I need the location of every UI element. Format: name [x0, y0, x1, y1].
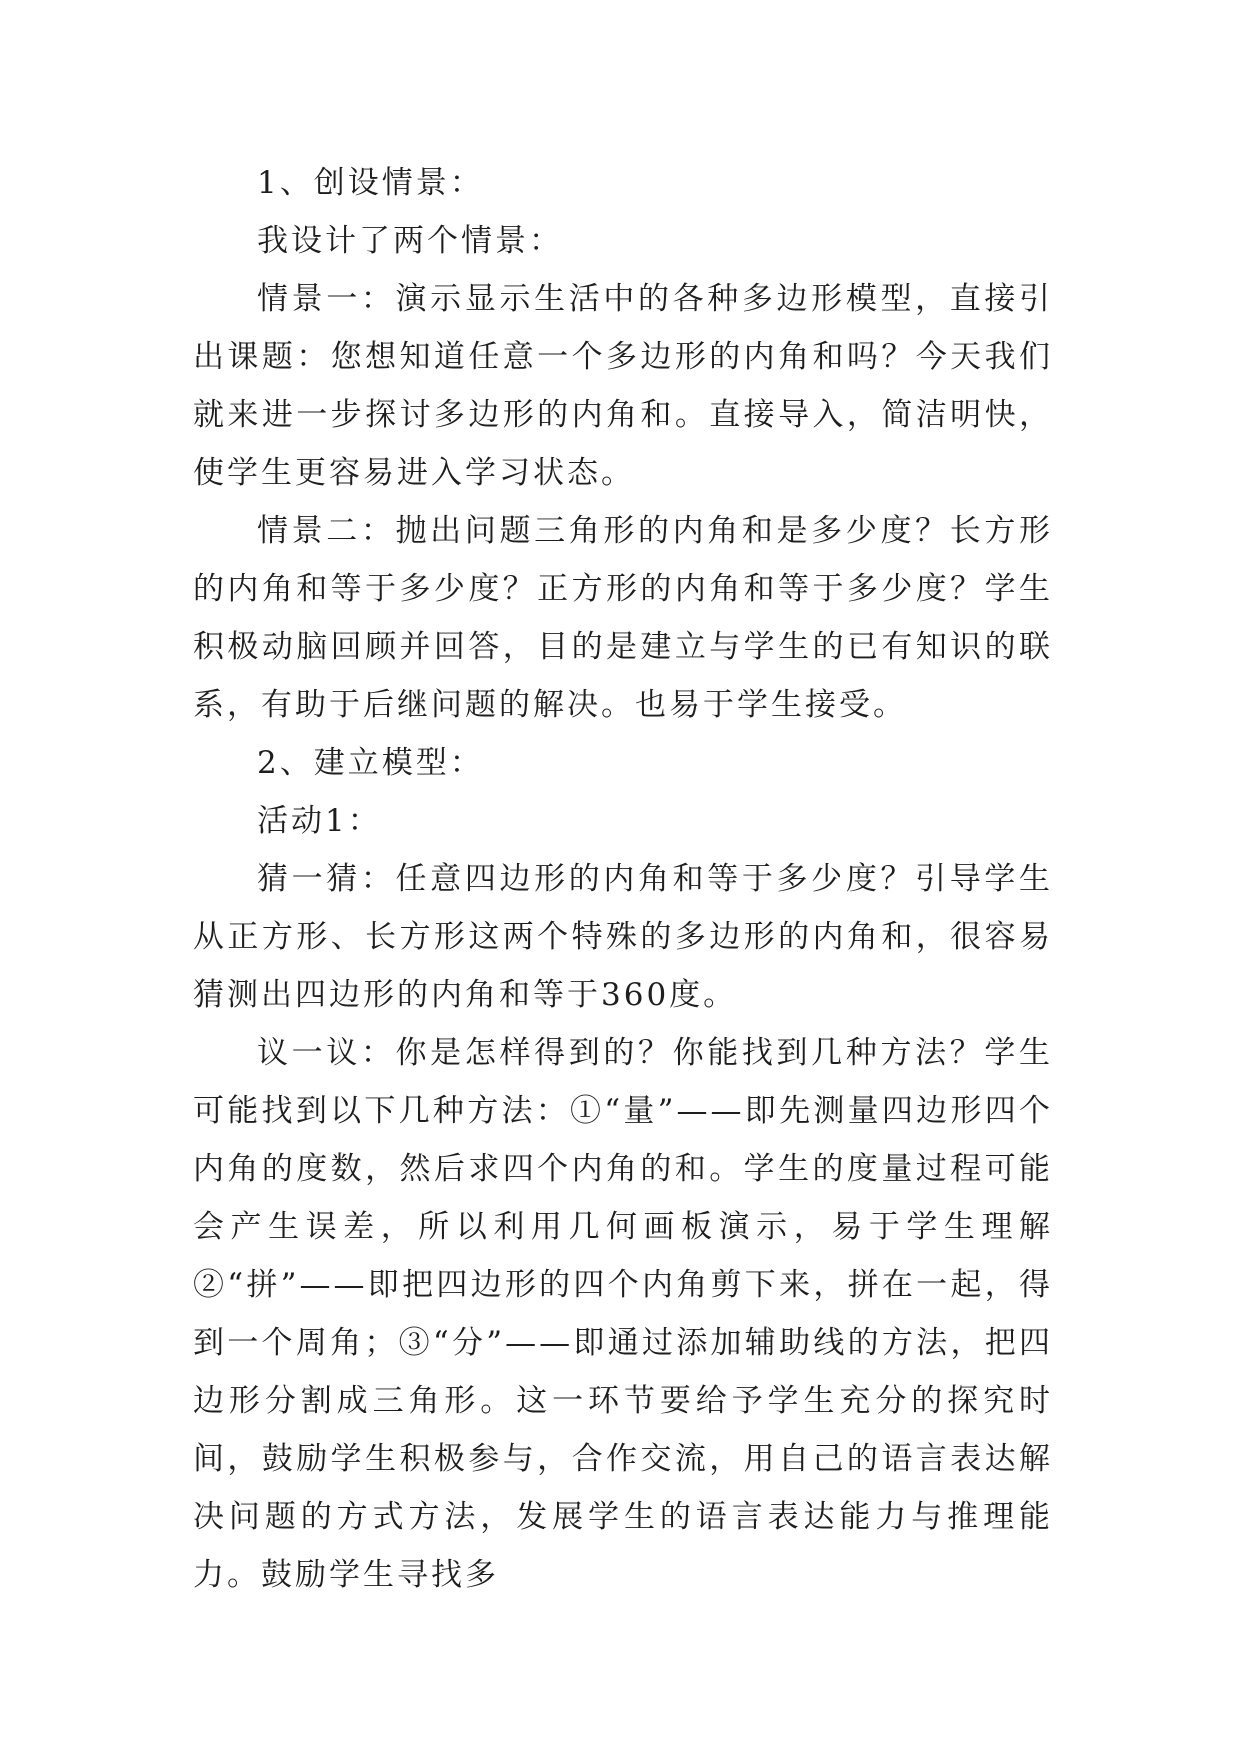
paragraph-guess: 猜一猜：任意四边形的内角和等于多少度？引导学生从正方形、长方形这两个特殊的多边形的内角和，很容易猜测出四边形的内角和等于360度。 [193, 861, 1053, 1013]
paragraph-scenario-one: 情景一：演示显示生活中的各种多边形模型，直接引出课题：您想知道任意一个多边形的内角和吗？今天我们就来进一步探讨多边形的内角和。直接导入，简洁明快，使学生更容易进入学习状态。 [193, 281, 1053, 491]
heading-activity-1: 活动1： [257, 803, 382, 839]
heading-create-scenario: 1、创设情景： [257, 165, 484, 201]
heading-build-model: 2、建立模型： [257, 745, 484, 781]
paragraph-two-scenarios: 我设计了两个情景： [257, 223, 563, 259]
paragraph-scenario-two: 情景二：抛出问题三角形的内角和是多少度？长方形的内角和等于多少度？正方形的内角和等于多少度？学生积极动脑回顾并回答，目的是建立与学生的已有知识的联系，有助于后继问题的解决。也易于学生接受。 [193, 513, 1053, 723]
paragraph-discuss: 议一议：你是怎样得到的？你能找到几种方法？学生可能找到以下几种方法：①“量”——即先测量四边形四个内角的度数，然后求四个内角的和。学生的度量过程可能会产生误差，所以利用几何画板演示，易于学生理解②“拼”——即把四边形的四个内角剪下来，拼在一起，得到一个周角；③“分”——即通过添加辅助线的方法，把四边形分割成三角形。这一环节要给予学生充分的探究时间，鼓励学生积极参与，合作交流，用自己的语言表达解决问题的方式方法，发展学生的语言表达能力与推理能力。鼓励学生寻找多 [193, 1035, 1053, 1593]
document-body [193, 154, 1053, 1604]
